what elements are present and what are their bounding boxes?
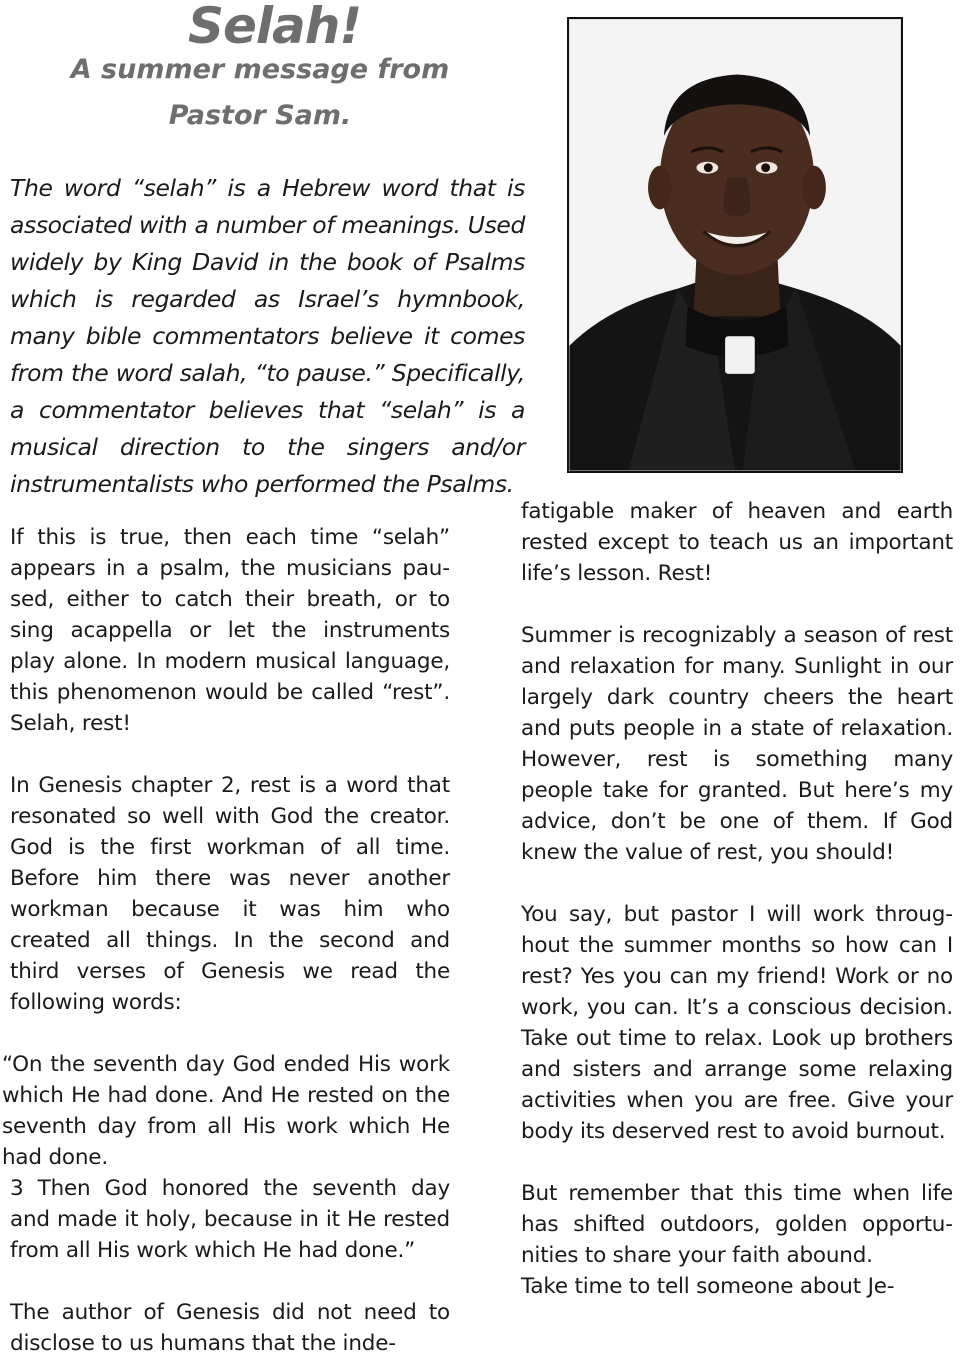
right-paragraph-4: But remember that this time when life has shifted outdoors, golden opportunities to share your faith abound. <box>521 1181 953 1268</box>
scripture-verse-3: 3 Then God honored the seventh day and made it holy, because in it He rested from all His work which He had done.” <box>10 1176 450 1263</box>
right-paragraph-5: Take time to tell someone about Je- <box>521 1274 895 1299</box>
pastor-portrait-photo <box>567 17 903 473</box>
article-title: Selah! <box>188 0 362 55</box>
left-paragraph-1: If this is true, then each time “selah” appears in a psalm, the musicians paused, either to catch their breath, or to sing acappella or let the instruments play alone. In modern musical language, this phenomenon would be called “rest”. Selah, rest! <box>10 525 450 736</box>
article-subtitle-line1: A summer message from <box>70 54 450 85</box>
left-column <box>2 522 450 1359</box>
left-paragraph-2: In Genesis chapter 2, rest is a word that resonated so well with God the creator. God is the first workman of all time. Before him there was never another workman because it was him who created all things. In the second and third verses of Genesis we read the following words: <box>10 773 450 1015</box>
article-subtitle-line2: Pastor Sam. <box>168 100 352 131</box>
right-paragraph-3: You say, but pastor I will work throughout the summer months so how can I rest? Yes you can my friend! Work or no work, you can. It’s a conscious decision. Take out time to relax. Look up brothers and sisters and arrange some relaxing activities when you are free. Give your body its deserved rest to avoid burnout. <box>521 902 953 1144</box>
right-paragraph-1: fatigable maker of heaven and earth rested except to teach us an important life’s lesson. Rest! <box>521 499 953 586</box>
portrait-illustration <box>569 19 901 471</box>
right-paragraph-2: Summer is recognizably a season of rest and relaxation for many. Sunlight in our largely dark country cheers the heart and puts people in a state of relaxation. However, rest is something many people take for granted. But here’s my advice, don’t be one of them. If God knew the value of rest, you should! <box>521 623 953 865</box>
right-column <box>521 496 953 1302</box>
scripture-quote: “On the seventh day God ended His work which He had done. And He rested on the seventh day from all His work which He had done. <box>2 1052 450 1170</box>
left-paragraph-5: The author of Genesis did not need to disclose to us humans that the inde- <box>10 1300 450 1356</box>
intro-paragraph: The word “selah” is a Hebrew word that is associated with a number of meanings. Used widely by King David in the book of Psalms which is regarded as Israel’s hymnbook, many bible commentators believe it comes from the word salah, “to pause.” Specifically, a commentator believes that “selah” is a musical direction to the singers and/or instrumentalists who performed the Psalms. <box>10 174 525 498</box>
